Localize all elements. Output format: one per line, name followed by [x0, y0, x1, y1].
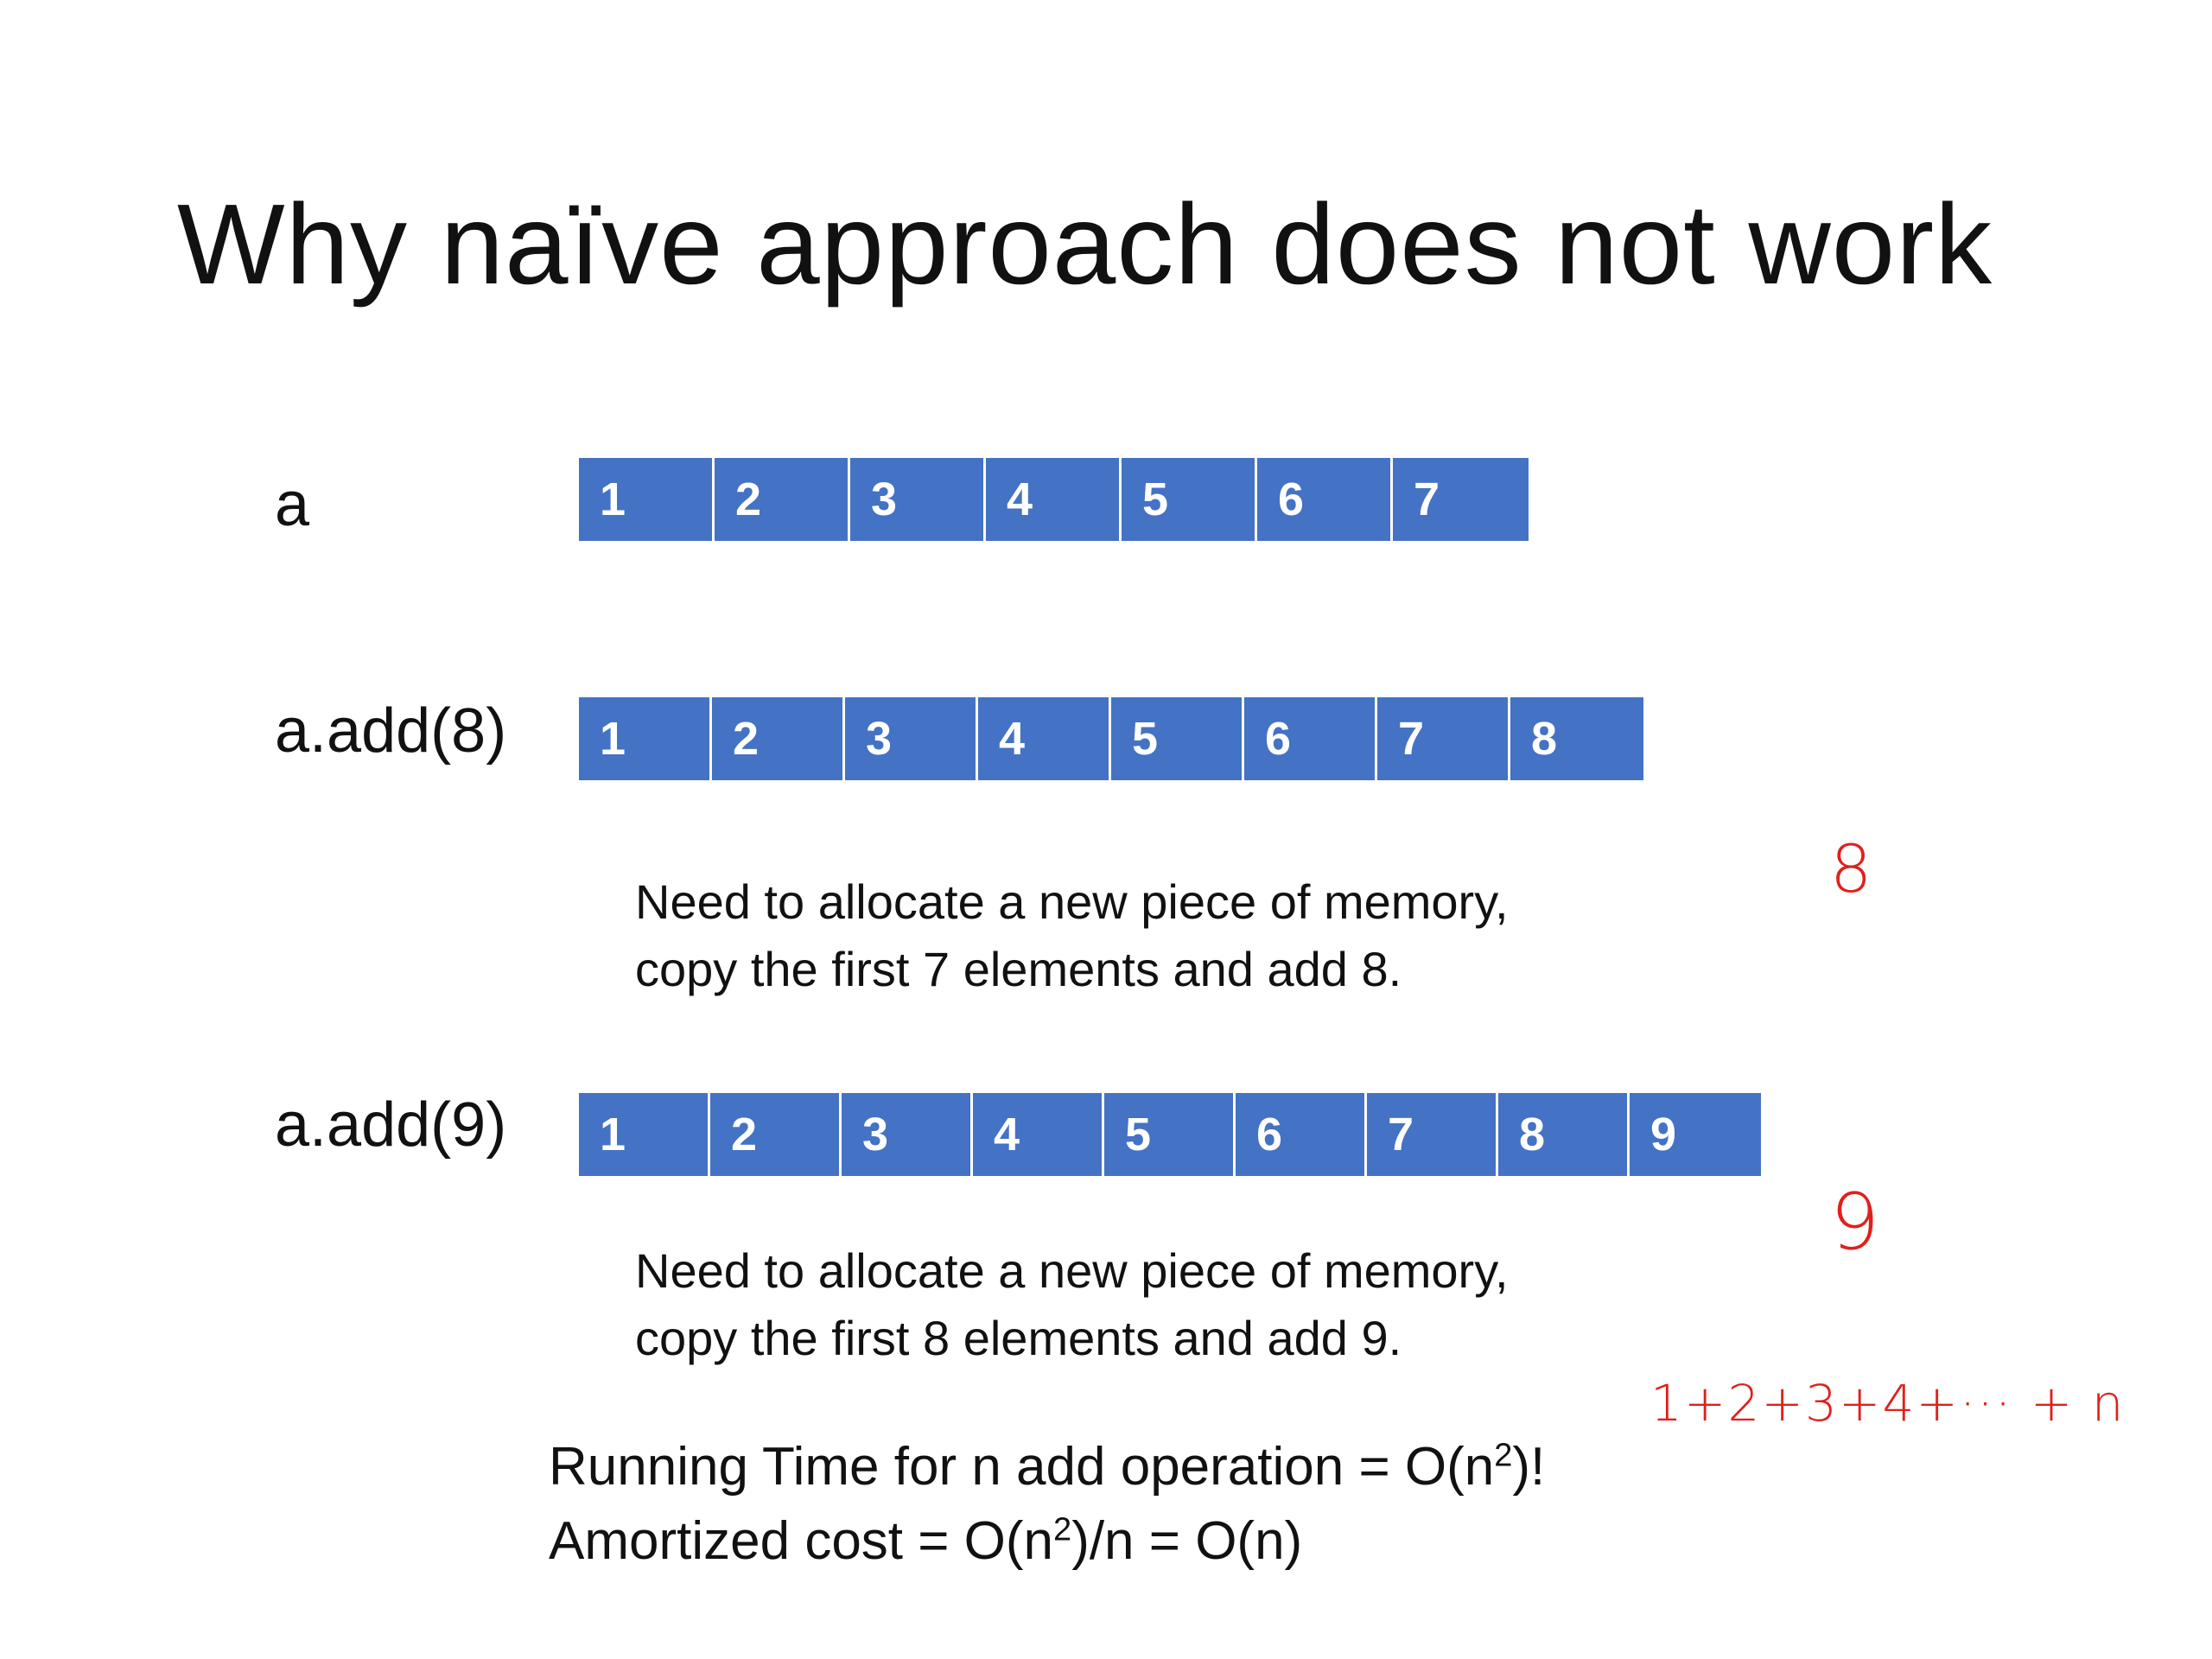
- array-cell: 8: [1498, 1093, 1630, 1176]
- array-cell: 3: [850, 458, 986, 541]
- row-label-a: a: [275, 470, 310, 539]
- note-add9-line2: copy the first 8 elements and add 9.: [635, 1311, 1402, 1365]
- annotation-nine: 9: [1830, 1177, 1880, 1268]
- array-add9: [579, 1093, 1761, 1176]
- slide-title: Why naïve approach does not work: [177, 181, 1993, 308]
- array-cell: 7: [1367, 1093, 1498, 1176]
- summary: [549, 1430, 1545, 1579]
- array-cell: 1: [579, 458, 715, 541]
- note-add8-line1: Need to allocate a new piece of memory,: [635, 874, 1509, 929]
- row-label-add9: a.add(9): [275, 1090, 507, 1160]
- array-cell: 6: [1236, 1093, 1367, 1176]
- array-cell: 7: [1377, 697, 1510, 780]
- amortized-exponent: 2: [1053, 1511, 1072, 1548]
- note-add9: [635, 1237, 1509, 1372]
- array-cell: 3: [842, 1093, 973, 1176]
- annotation-eight: 8: [1830, 830, 1872, 907]
- array-add8: [579, 697, 1643, 780]
- running-time-exponent: 2: [1494, 1437, 1513, 1474]
- array-cell: 6: [1244, 697, 1377, 780]
- amortized-prefix: Amortized cost = O(n: [549, 1511, 1054, 1571]
- array-cell: 6: [1257, 458, 1393, 541]
- array-cell: 4: [978, 697, 1111, 780]
- array-cell: 5: [1111, 697, 1244, 780]
- amortized-cost-line: [549, 1504, 1545, 1579]
- array-cell: 4: [986, 458, 1122, 541]
- array-cell: 5: [1104, 1093, 1236, 1176]
- array-cell: 1: [579, 697, 712, 780]
- note-add8-line2: copy the first 7 elements and add 8.: [635, 942, 1402, 996]
- array-cell: 5: [1122, 458, 1257, 541]
- running-time-prefix: Running Time for n add operation = O(n: [549, 1437, 1495, 1497]
- note-add8: [635, 868, 1509, 1003]
- array-cell: 2: [712, 697, 845, 780]
- array-cell: 1: [579, 1093, 710, 1176]
- array-cell: 2: [715, 458, 850, 541]
- note-add9-line1: Need to allocate a new piece of memory,: [635, 1243, 1509, 1298]
- running-time-line: [549, 1430, 1545, 1504]
- array-cell: 2: [710, 1093, 842, 1176]
- amortized-suffix: )/n = O(n): [1071, 1511, 1303, 1571]
- row-label-add8: a.add(8): [275, 696, 507, 766]
- annotation-sum: 1+2+3+4+··· + n: [1650, 1374, 2126, 1433]
- array-a: [579, 458, 1529, 541]
- array-cell: 3: [845, 697, 978, 780]
- array-cell: 8: [1510, 697, 1643, 780]
- array-cell: 7: [1393, 458, 1529, 541]
- array-cell: 4: [973, 1093, 1104, 1176]
- array-cell: 9: [1630, 1093, 1761, 1176]
- running-time-suffix: )!: [1512, 1437, 1546, 1497]
